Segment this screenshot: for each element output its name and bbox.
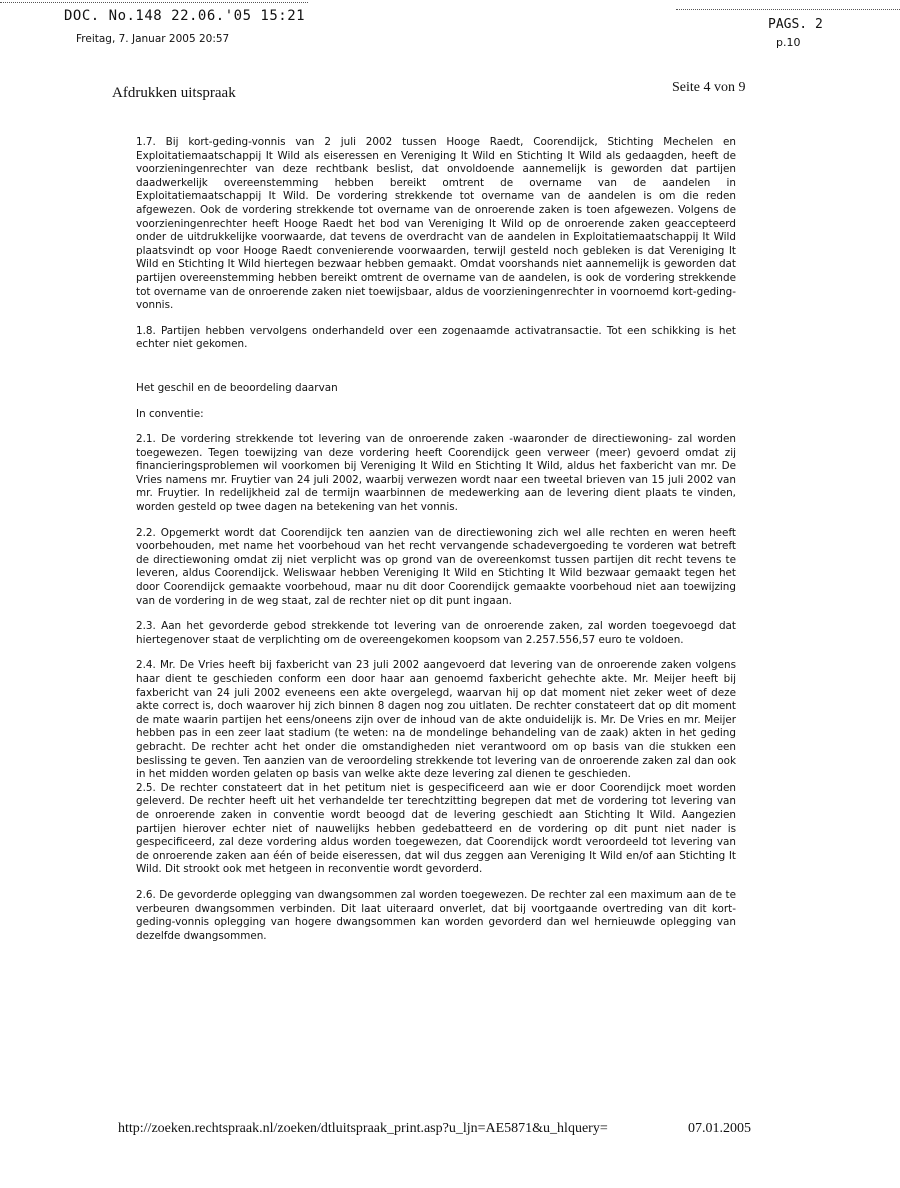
fax-top-dotted-rule-left — [0, 2, 308, 3]
paragraph-2-6: 2.6. De gevorderde oplegging van dwangsommen zal worden toegewezen. De rechter zal een maximum aan de te verbeuren dwangsommen verbinden. Dit laat uiteraard onverlet, dat bij voortgaande overtreding van dit kort-geding-vonnis oplegging van hogere dwangsommen kan worden gevorderd dan wel hernieuwde oplegging van dezelfde dwangsommen. — [136, 888, 736, 942]
fax-pages-label: PAGS. 2 — [768, 17, 823, 32]
section-subheading: In conventie: — [136, 407, 204, 420]
fax-top-dotted-rule-right — [676, 9, 900, 10]
paragraph-1-8: 1.8. Partijen hebben vervolgens onderhandeld over een zogenaamde activatransactie. Tot een schikking is het echter niet gekomen. — [136, 324, 736, 351]
fax-received-date: Freitag, 7. Januar 2005 20:57 — [76, 33, 230, 45]
paragraph-2-4: 2.4. Mr. De Vries heeft bij faxbericht van 23 juli 2002 aangevoerd dat levering van de onroerende zaken volgens haar dient te geschieden conform een door haar aan genoemd faxbericht gehechte akte. Mr. Meijer heeft bij faxbericht van 24 juli 2002 eveneens een akte overgelegd, waarvan hij op dat moment niet zeker weet of deze akte correct is, doch waarover hij zich binnen 8 dagen nog zou uitlaten. De rechter constateert dat op dit moment de mate waarin partijen het eens/oneens zijn over de inhoud van de akte onduidelijk is. Mr. De Vries en mr. Meijer hebben pas in een zeer laat stadium (te weten: na de mondelinge behandeling van de zaak) akten in het geding gebracht. De rechter acht het onder die omstandigheden niet verantwoord om op basis van die stukken een beslissing te geven. Ten aanzien van de veroordeling strekkende tot levering van de onroerende zaken zal dan ook in het midden worden gelaten op basis van welke akte deze levering zal dienen te geschieden. — [136, 659, 736, 781]
footer-url: http://zoeken.rechtspraak.nl/zoeken/dtluitspraak_print.asp?u_ljn=AE5871&u_hlquery= — [118, 1121, 608, 1136]
paragraph-1-7: 1.7. Bij kort-geding-vonnis van 2 juli 2002 tussen Hooge Raedt, Coorendijck, Stichting Mechelen en Exploitatiemaatschappij It Wild als eiseressen en Vereniging It Wild en Stichting It Wild als gedaagden, heeft de voorzieningenrechter van deze rechtbank beslist, dat onvoldoende aannemelijk is geworden dat partijen daadwerkelijk overeenstemming hebben bereikt omtrent de overname van de aandelen in Exploitatiemaatschappij It Wild. De vordering strekkende tot overname van de aandelen is om die reden afgewezen. Ook de vordering strekkende tot overname van de onroerende zaken is toen afgewezen. Volgens de voorzieningenrechter heeft Hooge Raedt het bod van Vereniging It Wild op de onroerende zaken geaccepteerd onder de uitdrukkelijke voorwaarde, dat tevens de overdracht van de aandelen in Exploitatiemaatschappij It Wild plaatsvindt op voor Hooge Raedt convenierende voorwaarden, terwijl gesteld noch gebleken is dat Vereniging It Wild en Stichting It Wild hiertegen bezwaar hebben gemaakt. Omdat voorshands niet aannemelijk is geworden dat partijen overeenstemming hebben bereikt omtrent de overname van de aandelen, is ook de vordering strekkende tot overname van de onroerende zaken niet toewijsbaar, aldus de voorzieningenrechter in voornoemd kort-geding-vonnis. — [136, 136, 736, 312]
paragraph-2-2: 2.2. Opgemerkt wordt dat Coorendijck ten aanzien van de directiewoning zich wel alle rechten en weren heeft voorbehouden, met name het voorbehoud van het recht vervangende schadevergoeding te vorderen wat betreft de directiewoning omdat zij niet verplicht was op grond van de overeenkomst tussen partijen dit recht tevens te leveren, aldus Coorendijck. Weliswaar hebben Vereniging It Wild en Stichting It Wild bezwaar gemaakt tegen het door Coorendijck gemaakte voorbehoud, maar nu dit door Coorendijck gemaakte voorbehoud niet aan toewijzing van de vordering in de weg staat, zal de rechter niet op dit punt ingaan. — [136, 526, 736, 607]
section-heading: Het geschil en de beoordeling daarvan — [136, 381, 338, 394]
judgment-text — [136, 136, 736, 943]
paragraph-2-1: 2.1. De vordering strekkende tot levering van de onroerende zaken -waaronder de directiewoning- zal worden toegewezen. Tegen toewijzing van deze vordering heeft Coorendijck geen verweer (meer) gevoerd omdat zij financieringsproblemen wil voorkomen bij Vereniging It Wild en Stichting It Wild, aldus het faxbericht van mr. De Vries namens mr. Fruytier van 24 juli 2002, waarbij verwezen wordt naar een tweetal brieven van 15 juli 2002 van mr. Fruytier. In redelijkheid zal de termijn waarbinnen de medewerking aan de levering dient plaats te vinden, worden gesteld op twee dagen na betekening van het vonnis. — [136, 433, 736, 514]
fax-document-line: DOC. No.148 22.06.'05 15:21 — [64, 8, 306, 24]
fax-page-reference: p.10 — [776, 36, 801, 49]
print-title: Afdrukken uitspraak — [112, 85, 236, 101]
print-page-number: Seite 4 von 9 — [672, 80, 746, 95]
paragraph-2-5: 2.5. De rechter constateert dat in het petitum niet is gespecificeerd aan wie er door Coorendijck moet worden geleverd. De rechter heeft uit het verhandelde ter terechtzitting begrepen dat met de vordering tot levering van de onroerende zaken in conventie wordt beoogd dat de levering geschiedt aan Stichting It Wild. Aangezien partijen hierover echter niet of nauwelijks hebben gedebatteerd en de vordering op dit punt niet nader is gespecificeerd, zal deze vordering aldus worden toegewezen, dat Coorendijck wordt veroordeeld tot levering van de onroerende zaken aan één of beide eiseressen, dat wil dus zeggen aan Vereniging It Wild en/of aan Stichting It Wild. Dit strookt ook met hetgeen in reconventie wordt gevorderd. — [136, 781, 736, 876]
footer-date: 07.01.2005 — [688, 1121, 751, 1136]
paragraph-2-3: 2.3. Aan het gevorderde gebod strekkende tot levering van de onroerende zaken, zal worden toegevoegd dat hiertegenover staat de verplichting om de overeengekomen koopsom van 2.257.556,57 euro te voldoen. — [136, 620, 736, 646]
